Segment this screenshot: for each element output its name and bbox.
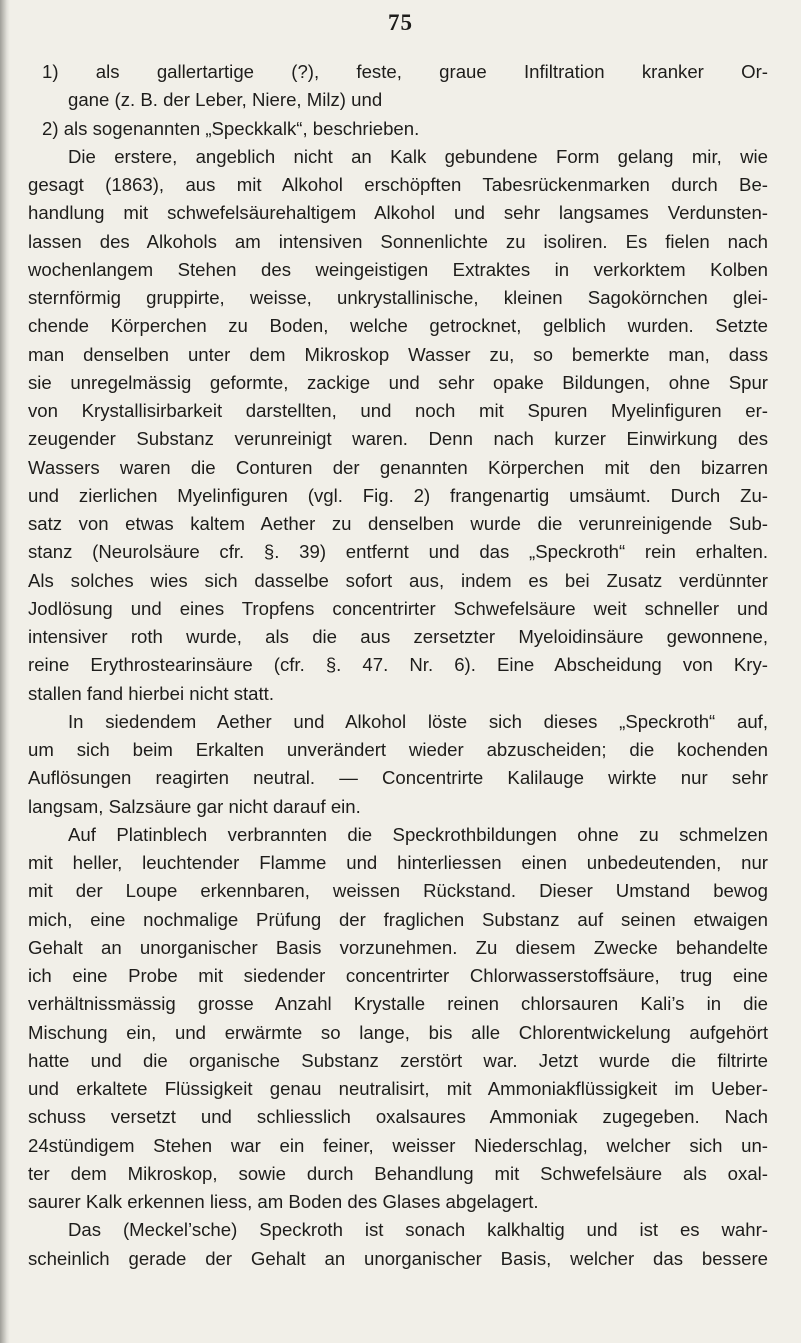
text-line: lassen des Alkohols am intensiven Sonnenlichte zu isoliren. Es fielen nach [28, 230, 768, 252]
text-line: Als solches wies sich dasselbe sofort aus, indem es bei Zusatz verdünnter [28, 569, 768, 591]
text-line: scheinlich gerade der Gehalt an unorganischer Basis, welcher das bessere [28, 1247, 768, 1269]
text-line: gesagt (1863), aus mit Alkohol erschöpften Tabesrückenmarken durch Be- [28, 174, 768, 195]
text-line: Auflösungen reagirten neutral. — Concentrirte Kalilauge wirkte nur sehr [28, 767, 768, 789]
text-line: stallen fand hierbei nicht statt. [28, 682, 274, 704]
text-line: zeugender Substanz verunreinigt waren. Denn nach kurzer Einwirkung des [28, 428, 768, 450]
text-line: Gehalt an unorganischer Basis vorzunehmen. Zu diesem Zwecke behandelte [28, 936, 768, 958]
text-line: Die erstere, angeblich nicht an Kalk gebundene Form gelang mir, wie [68, 145, 768, 167]
text-line: und erkaltete Flüssigkeit genau neutralisirt, mit Ammoniakflüssigkeit im Ueber- [28, 1078, 768, 1099]
text-line: Mischung ein, und erwärmte so lange, bis alle Chlorentwickelung aufgehört [28, 1021, 768, 1043]
text-line: Jodlösung und eines Tropfens concentrirter Schwefelsäure weit schneller und [28, 597, 768, 619]
text-line: ich eine Probe mit siedender concentrirter Chlorwasserstoffsäure, trug eine [28, 965, 768, 986]
text-line: langsam, Salzsäure gar nicht darauf ein. [28, 795, 361, 817]
text-line: 1) als gallertartige (?), feste, graue Infiltration kranker Or- [42, 61, 768, 82]
text-line: In siedendem Aether und Alkohol löste sich dieses „Speckroth“ auf, [68, 710, 768, 732]
text-line: stanz (Neurolsäure cfr. §. 39) entfernt und das „Speckroth“ rein erhalten. [28, 541, 768, 563]
text-line: 24stündigem Stehen war ein feiner, weisser Niederschlag, welcher sich un- [28, 1134, 768, 1156]
text-line: intensiver roth wurde, als die aus zersetzter Myeloidinsäure gewonnene, [28, 626, 768, 647]
text-line: reine Erythrostearinsäure (cfr. §. 47. Nr. 6). Eine Abscheidung von Kry- [28, 654, 768, 676]
body-text [28, 58, 768, 1273]
text-line: man denselben unter dem Mikroskop Wasser zu, so bemerkte man, dass [28, 343, 768, 365]
text-line: sie unregelmässig geformte, zackige und sehr opake Bildungen, ohne Spur [28, 371, 768, 393]
text-line: 2) als sogenannten „Speckkalk“, beschrieben. [42, 117, 420, 139]
page-number: 75 [388, 10, 413, 35]
text-line: Wassers waren die Conturen der genannten Körperchen mit den bizarren [28, 456, 768, 478]
page-edge-shadow [0, 0, 10, 1343]
text-line: wochenlangem Stehen des weingeistigen Extraktes in verkorktem Kolben [28, 258, 768, 280]
text-line: verhältnissmässig grosse Anzahl Krystalle reinen chlorsauren Kali’s in die [28, 993, 768, 1015]
text-line: gane (z. B. der Leber, Niere, Milz) und [68, 89, 383, 111]
text-line: saurer Kalk erkennen liess, am Boden des Glases abgelagert. [28, 1191, 539, 1212]
text-line: chende Körperchen zu Boden, welche getrocknet, gelblich wurden. Setzte [28, 315, 768, 337]
text-line: sternförmig gruppirte, weisse, unkrystallinische, kleinen Sagokörnchen glei- [28, 287, 768, 308]
text-line: schuss versetzt und schliesslich oxalsaures Ammoniak zugegeben. Nach [28, 1106, 768, 1128]
text-line: handlung mit schwefelsäurehaltigem Alkohol und sehr langsames Verdunsten- [28, 202, 768, 224]
text-line: um sich beim Erkalten unverändert wieder abzuscheiden; die kochenden [28, 739, 768, 760]
text-line: und zierlichen Myelinfiguren (vgl. Fig. 2) frangenartig umsäumt. Durch Zu- [28, 484, 768, 506]
text-line: Auf Platinblech verbrannten die Speckrothbildungen ohne zu schmelzen [68, 823, 768, 845]
text-line: ter dem Mikroskop, sowie durch Behandlung mit Schwefelsäure als oxal- [28, 1162, 768, 1184]
text-line: satz von etwas kaltem Aether zu denselben wurde die verunreinigende Sub- [28, 513, 768, 534]
text-line: mit der Loupe erkennbaren, weissen Rückstand. Dieser Umstand bewog [28, 880, 768, 902]
text-line: Das (Meckel’sche) Speckroth ist sonach kalkhaltig und ist es wahr- [68, 1219, 768, 1241]
text-line: von Krystallisirbarkeit darstellten, und noch mit Spuren Myelinfiguren er- [28, 400, 768, 421]
text-line: mich, eine nochmalige Prüfung der fraglichen Substanz auf seinen etwaigen [28, 908, 768, 930]
text-line: mit heller, leuchtender Flamme und hinterliessen einen unbedeutenden, nur [28, 852, 768, 873]
text-line: hatte und die organische Substanz zerstört war. Jetzt wurde die filtrirte [28, 1049, 768, 1071]
